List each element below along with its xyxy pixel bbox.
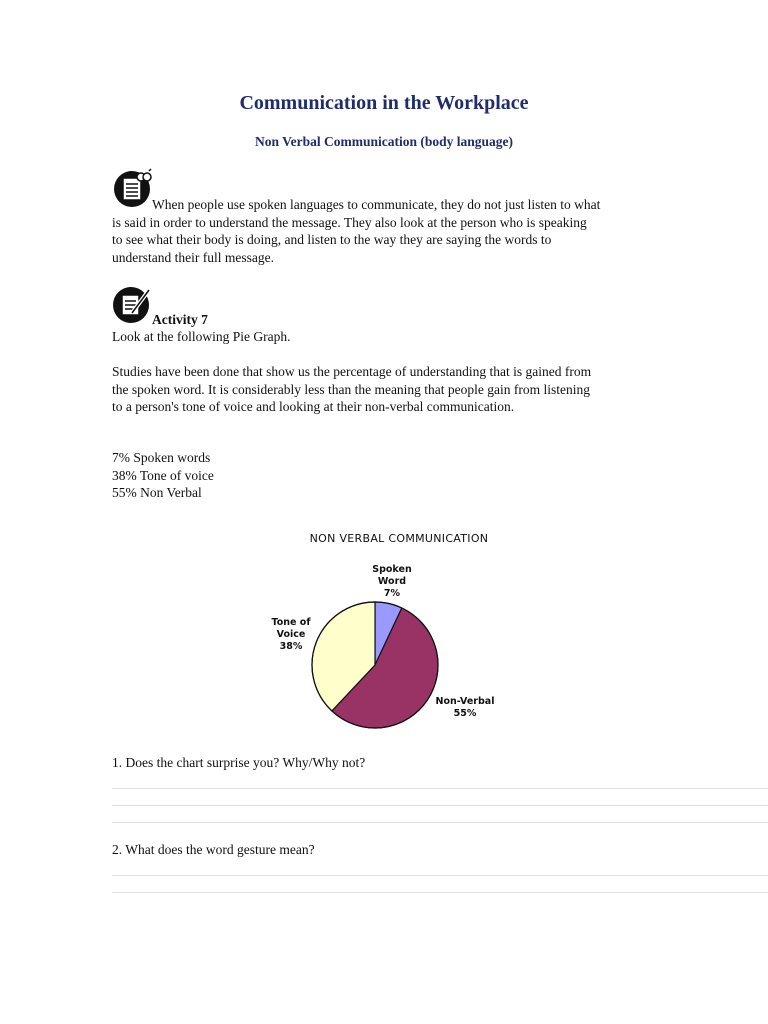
document-title: Communication in the Workplace <box>239 92 529 114</box>
intro-line-2: is said in order to understand the message. They also look at the person who is speaking <box>112 214 587 230</box>
studies-line-2: the spoken word. It is considerably less than the meaning that people gain from listening <box>112 381 591 397</box>
document-subtitle: Non Verbal Communication (body language) <box>254 134 514 149</box>
stat-spoken-words: 7% Spoken words <box>112 450 211 465</box>
intro-line-3: to see what their body is doing, and listen to the way they are saying the words to <box>112 232 552 247</box>
label-spoken-word-line-3: 7% <box>383 588 401 599</box>
label-non-verbal-line-1: Non-Verbal <box>435 696 495 707</box>
question-2: 2. What does the word gesture mean? <box>112 842 315 857</box>
chart-title: NON VERBAL COMMUNICATION <box>309 532 489 545</box>
label-spoken-word-line-2: Word <box>377 576 407 587</box>
label-spoken-word <box>356 564 428 600</box>
intro-line-1: When people use spoken languages to communicate, they do not just listen to what <box>152 197 601 212</box>
stat-tone-of-voice: 38% Tone of voice <box>112 467 214 483</box>
activity-instruction: Look at the following Pie Graph. <box>112 329 291 344</box>
answer-line[interactable] <box>112 805 768 806</box>
label-non-verbal <box>427 696 503 720</box>
studies-line-1: Studies have been done that show us the percentage of understanding that is gained from <box>112 364 592 379</box>
notepad-icon <box>112 168 152 208</box>
label-tone-line-1: Tone of <box>271 617 311 628</box>
intro-line-4: understand their full message. <box>112 249 274 265</box>
studies-line-3: to a person's tone of voice and looking at their non-verbal communication. <box>112 399 515 414</box>
label-tone-line-2: Voice <box>276 629 306 640</box>
answer-line[interactable] <box>112 788 768 789</box>
pencil-pad-icon <box>112 284 152 324</box>
label-spoken-word-line-1: Spoken <box>372 564 412 575</box>
label-non-verbal-line-2: 55% <box>453 708 477 719</box>
label-tone-of-voice <box>256 617 326 653</box>
answer-line[interactable] <box>112 822 768 823</box>
answer-line[interactable] <box>112 892 768 893</box>
stat-non-verbal: 55% Non Verbal <box>112 485 202 500</box>
answer-line[interactable] <box>112 875 768 876</box>
label-tone-line-3: 38% <box>279 641 303 652</box>
activity-heading: Activity 7 <box>152 312 208 327</box>
question-1: 1. Does the chart surprise you? Why/Why not? <box>112 755 366 770</box>
